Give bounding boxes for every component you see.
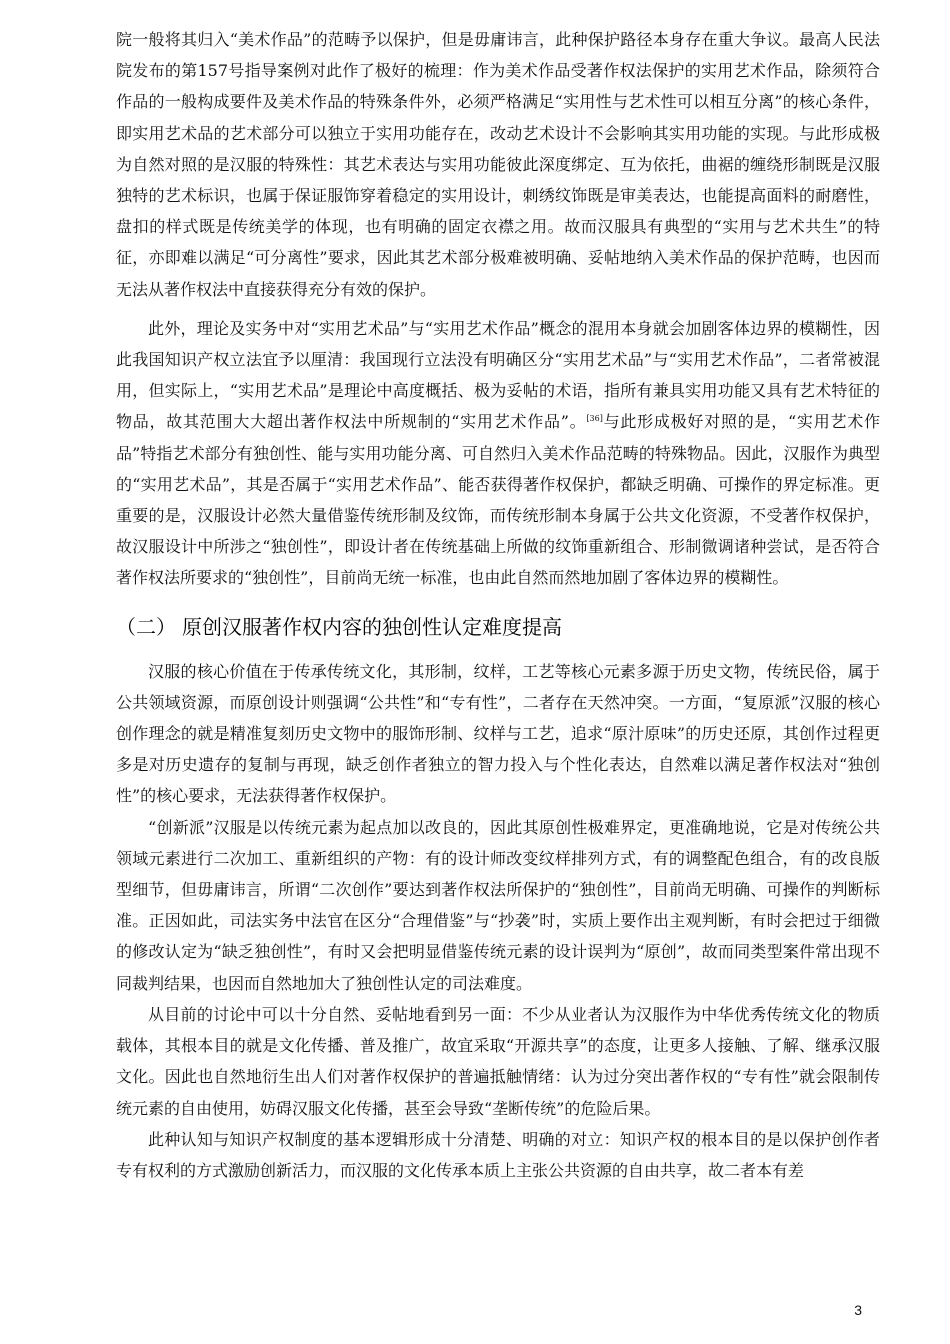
section-heading [116, 612, 880, 642]
footnote-reference: [36] [586, 414, 603, 424]
paragraph-conflict: 此种认知与知识产权制度的基本逻辑形成十分清楚、明确的对立：知识产权的根本目的是以保护创作者专有权利的方式激励创新活力，而汉服的文化传承本质上主张公共资源的自由共享，故二者本有差 [116, 1129, 880, 1180]
paragraph-terminology [116, 313, 880, 594]
section-title: 原创汉服著作权内容的独创性认定难度提高 [182, 614, 562, 639]
paragraph-restoration-school: 汉服的核心价值在于传承传统文化，其形制，纹样，工艺等核心元素多源于历史文物，传统民俗，属于公共领域资源，而原创设计则强调“公共性”和“专有性”，二者存在天然冲突。一方面，“复原派”汉服的核心创作理念的就是精准复刻历史文物中的服饰形制、纹样与工艺，追求“原汁原味”的历史还原，其创作过程更多是对历史遗存的复制与再现，缺乏创作者独立的智力投入与个性化表达，自然难以满足著作权法对“独创性”的核心要求，无法获得著作权保护。 [116, 661, 880, 806]
paragraph-innovation-school: “创新派”汉服是以传统元素为起点加以改良的，因此其原创性极难界定，更准确地说，它是对传统公共领域元素进行二次加工、重新组织的产物：有的设计师改变纹样排列方式，有的调整配色组合，有的改良版型细节，但毋庸讳言，所谓“二次创作”要达到著作权法所保护的“独创性”，目前尚无明确、可操作的判断标准。正因如此，司法实务中法官在区分“合理借鉴”与“抄袭”时，实质上要作出主观判断，有时会把过于细微的修改认定为“缺乏独创性”，有时又会把明显借鉴传统元素的设计误判为“原创”，故而同类型案件常出现不同裁判结果，也因而自然地加大了独创性认定的司法难度。 [116, 817, 880, 993]
page-body [116, 24, 880, 1186]
page-number: 3 [854, 1302, 862, 1318]
section-number: （二） [116, 614, 176, 639]
paragraph-open-sharing: 从目前的讨论中可以十分自然、妥帖地看到另一面：不少从业者认为汉服作为中华优秀传统文化的物质载体，其根本目的就是文化传播、普及推广，故宜采取“开源共享”的态度，让更多人接触、了解、继承汉服文化。因此也自然地衍生出人们对著作权保护的普遍抵触情绪：认为过分突出著作权的“专有性”就会限制传统元素的自由使用，妨碍汉服文化传播，甚至会导致“垄断传统”的危险后果。 [116, 1004, 880, 1118]
paragraph-text-before-footnote: 此外，理论及实务中对“实用艺术品”与“实用艺术作品”概念的混用本身就会加剧客体边界的模糊性，因此我国知识产权立法宜予以厘清：我国现行立法没有明确区分“实用艺术品”与“实用艺术作品”，二者常被混用，但实际上，“实用艺术品”是理论中高度概括、极为妥帖的术语，指所有兼具实用功能又具有艺术特征的物品，故其范围大大超出著作权法中所规制的“实用艺术作品”。 [116, 318, 880, 432]
paragraph-continued: 院一般将其归入“美术作品”的范畴予以保护，但是毋庸讳言，此种保护路径本身存在重大争议。最高人民法院发布的第157号指导案例对此作了极好的梳理：作为美术作品受著作权法保护的实用艺术作品，除须符合作品的一般构成要件及美术作品的特殊条件外，必须严格满足“实用性与艺术性可以相互分离”的核心条件，即实用艺术品的艺术部分可以独立于实用功能存在，改动艺术设计不会影响其实用功能的实现。与此形成极为自然对照的是汉服的特殊性：其艺术表达与实用功能彼此深度绑定、互为依托，曲裾的缠绕形制既是汉服独特的艺术标识，也属于保证服饰穿着稳定的实用设计，刺绣纹饰既是审美表达，也能提高面料的耐磨性，盘扣的样式既是传统美学的体现，也有明确的固定衣襟之用。故而汉服具有典型的“实用与艺术共生”的特征，亦即难以满足“可分离性”要求，因此其艺术部分极难被明确、妥帖地纳入美术作品的保护范畴，也因而无法从著作权法中直接获得充分有效的保护。 [116, 30, 880, 299]
paragraph-text-after-footnote: 与此形成极好对照的是，“实用艺术作品”特指艺术部分有独创性、能与实用功能分离、可自然归入美术作品范畴的特殊物品。因此，汉服作为典型的“实用艺术品”，其是否属于“实用艺术作品”、能否获得著作权保护，都缺乏明确、可操作的界定标准。更重要的是，汉服设计必然大量借鉴传统形制及纹饰，而传统形制本身属于公共文化资源，不受著作权保护，故汉服设计中所涉之“独创性”，即设计者在传统基础上所做的纹饰重新组合、形制微调诸种尝试，是否符合著作权法所要求的“独创性”，目前尚无统一标准，也由此自然而然地加剧了客体边界的模糊性。 [116, 412, 880, 588]
